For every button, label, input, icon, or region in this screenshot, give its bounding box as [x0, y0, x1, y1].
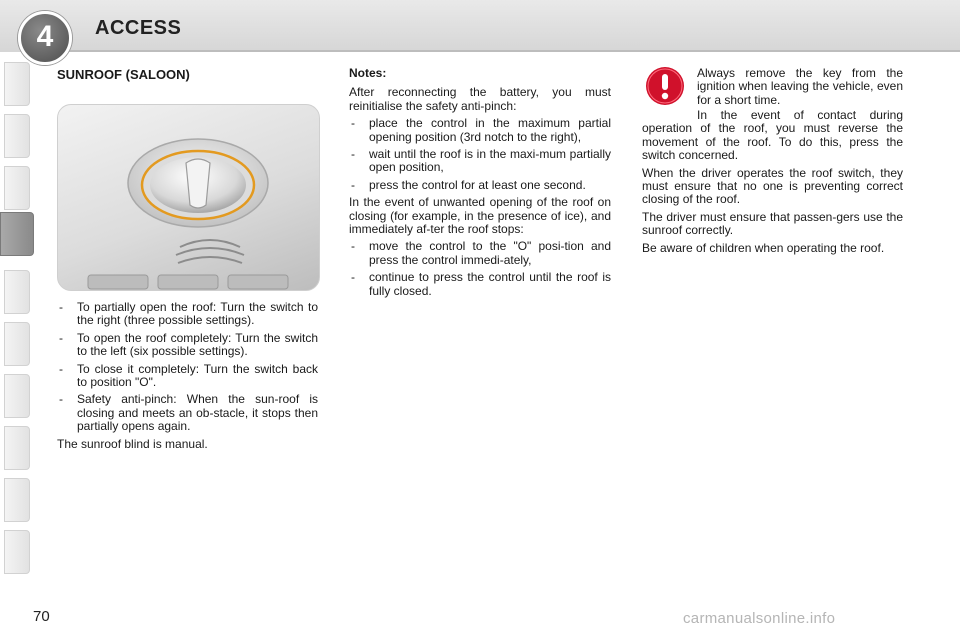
- warning-contact-text: In the event of contact during operation of the roof, you must reverse the movement of the roof. To do this, press the switch concerned.: [642, 108, 903, 163]
- chapter-tab-9[interactable]: [4, 478, 30, 522]
- notes-heading: Notes:: [349, 66, 387, 80]
- chapter-tab-10[interactable]: [4, 530, 30, 574]
- unwanted-opening-steps-list: [349, 240, 611, 298]
- chapter-tab-1[interactable]: [4, 62, 30, 106]
- column-2: [349, 67, 611, 302]
- list-item: - To close it completely: Turn the switch back to position "O".: [59, 361, 318, 390]
- chapter-tabs: [0, 62, 34, 582]
- chapter-tab-6[interactable]: [4, 322, 30, 366]
- chapter-tab-4-active[interactable]: [0, 212, 34, 256]
- list-item: - To open the roof completely: Turn the switch to the left (six possible settings).: [59, 330, 318, 359]
- list-item: - To partially open the roof: Turn the switch to the right (three possible settings).: [59, 300, 318, 328]
- list-item: - wait until the roof is in the maxi-mum partially open position,: [351, 147, 611, 175]
- chapter-tab-3[interactable]: [4, 166, 30, 210]
- chapter-tab-7[interactable]: [4, 374, 30, 418]
- watermark: carmanualsonline.info: [683, 610, 836, 627]
- warning-key-text: Always remove the key from the ignition when leaving the vehicle, even for a short time.: [697, 66, 903, 107]
- closing-note: The sunroof blind is manual.: [57, 436, 208, 451]
- column-1: [57, 301, 318, 455]
- list-item: - place the control in the maximum partial opening position (3rd notch to the right),: [351, 116, 611, 144]
- warning-intro: [697, 67, 903, 111]
- page-number: 70: [33, 608, 50, 625]
- list-item: - Safety anti-pinch: When the sun-roof is closing and meets an ob-stacle, it stops then partially opens again.: [59, 392, 318, 434]
- chapter-tab-5[interactable]: [4, 270, 30, 314]
- warning-children-text: Be aware of children when operating the roof.: [642, 240, 885, 255]
- chapter-tab-2[interactable]: [4, 114, 30, 158]
- chapter-number-badge: 4: [18, 11, 72, 65]
- section-title: SUNROOF (SALOON): [57, 67, 190, 82]
- sunroof-switch-photo: [57, 104, 320, 291]
- list-item: - move the control to the "O" posi-tion and press the control immedi-ately,: [351, 239, 611, 267]
- chapter-title: ACCESS: [95, 17, 182, 39]
- chapter-tab-8[interactable]: [4, 426, 30, 470]
- list-item: - press the control for at least one second.: [351, 177, 586, 192]
- header-underline: [60, 50, 960, 52]
- reinit-steps-list: [349, 117, 611, 192]
- column-3: [642, 109, 903, 259]
- warning-passengers-text: The driver must ensure that passen-gers use the sunroof correctly.: [642, 209, 903, 238]
- list-item: - continue to press the control until the roof is fully closed.: [351, 270, 611, 298]
- sunroof-switch-illustration: [58, 105, 319, 290]
- notes-intro: After reconnecting the battery, you must reinitialise the safety anti-pinch:: [349, 85, 611, 113]
- exclamation-warning-icon: [645, 66, 685, 106]
- instruction-list: [57, 301, 318, 434]
- warning-driver-text: When the driver operates the roof switch, they must ensure that no one is preventing correct closing of the roof.: [642, 165, 903, 207]
- unwanted-opening-paragraph: In the event of unwanted opening of the roof on closing (for example, in the presence of ice), and immediately af-ter the roof stops:: [349, 195, 611, 237]
